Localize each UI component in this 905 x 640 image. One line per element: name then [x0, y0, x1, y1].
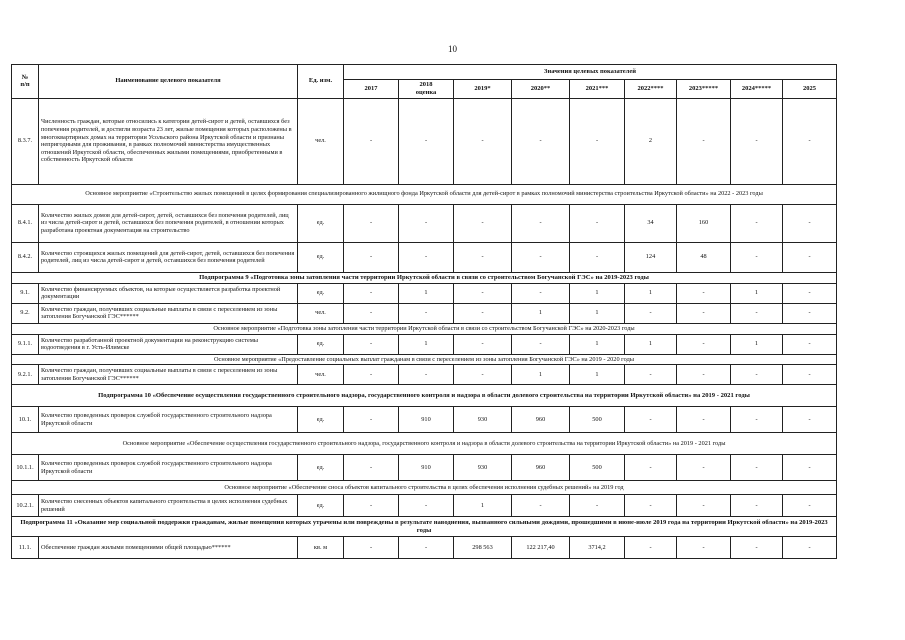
- activity-title: Основное мероприятие «Обеспечение осуществления государственного строительного надзора, государственного контроля и надзора в области долевого строительства на территории Иркутской области» на 2019 - 2021 годы: [12, 433, 837, 455]
- indicator-value: -: [344, 204, 399, 242]
- table-row: [12, 242, 837, 272]
- indicator-value: -: [783, 495, 837, 517]
- indicator-value: -: [783, 283, 837, 303]
- indicator-value: 124: [625, 242, 677, 272]
- header-values-title: Значения целевых показателей: [344, 65, 837, 80]
- indicator-value: 160: [677, 204, 731, 242]
- indicator-value: -: [399, 98, 454, 184]
- indicator-value: 500: [570, 455, 625, 481]
- subprogram-title: Подпрограмма 10 «Обеспечение осуществления государственного строительного надзора, государственного контроля и надзора в области долевого строительства на территории Иркутской области» на 2019 - 2021 годы: [12, 385, 837, 407]
- indicator-value: -: [454, 303, 512, 323]
- indicator-value: -: [625, 407, 677, 433]
- indicator-value: -: [512, 495, 570, 517]
- indicator-unit: ед.: [298, 204, 344, 242]
- indicator-unit: чел.: [298, 98, 344, 184]
- indicator-value: 1: [512, 303, 570, 323]
- indicator-value: 34: [625, 204, 677, 242]
- indicator-value: 960: [512, 455, 570, 481]
- indicator-unit: ед.: [298, 407, 344, 433]
- indicator-value: -: [677, 455, 731, 481]
- activity-row: [12, 481, 837, 495]
- indicator-value: -: [731, 98, 783, 184]
- indicator-value: 1: [399, 283, 454, 303]
- indicator-number: 10.1.1.: [12, 455, 39, 481]
- indicator-name: Количество строящихся жилых помещений для детей-сирот, детей, оставшихся без попечения родителей, лиц из числа детей-сирот и детей, оставшихся без попечения родителей: [39, 242, 298, 272]
- indicator-value: 1: [570, 365, 625, 385]
- indicator-unit: ед.: [298, 283, 344, 303]
- indicator-value: -: [512, 283, 570, 303]
- indicator-value: 910: [399, 455, 454, 481]
- indicator-value: -: [731, 204, 783, 242]
- indicator-name: Количество финансируемых объектов, на которые осуществляется разработка проектной документации: [39, 283, 298, 303]
- indicator-value: -: [344, 407, 399, 433]
- indicator-value: -: [344, 334, 399, 354]
- table-row: [12, 204, 837, 242]
- indicator-value: 1: [625, 283, 677, 303]
- indicator-name: Количество разработанной проектной документации на реконструкцию системы водоотведения в г. Усть-Илимске: [39, 334, 298, 354]
- indicator-name: Количество жилых домов для детей-сирот, детей, оставшихся без попечения родителей, лиц из числа детей-сирот и детей, оставшихся без попечения родителей, в отношении которых разработана проектная документация на строительство: [39, 204, 298, 242]
- indicator-value: -: [677, 98, 731, 184]
- header-year: 2022****: [625, 80, 677, 99]
- table-row: [12, 455, 837, 481]
- header-year: 2019*: [454, 80, 512, 99]
- table-row: [12, 365, 837, 385]
- indicator-value: -: [570, 98, 625, 184]
- indicator-number: 8.3.7.: [12, 98, 39, 184]
- indicator-value: -: [625, 455, 677, 481]
- indicator-unit: ед.: [298, 495, 344, 517]
- indicator-unit: ед.: [298, 242, 344, 272]
- table-row: [12, 495, 837, 517]
- indicator-value: -: [783, 242, 837, 272]
- activity-title: Основное мероприятие «Обеспечение сноса объектов капитального строительства в целях обеспечения исполнения судебных решений» на 2019 год: [12, 481, 837, 495]
- indicator-value: -: [399, 204, 454, 242]
- indicator-value: 930: [454, 407, 512, 433]
- indicator-value: -: [454, 242, 512, 272]
- indicator-value: -: [783, 365, 837, 385]
- activity-title: Основное мероприятие «Подготовка зоны затопления части территории Иркутской области в связи со строительством Богучанской ГЭС» на 2020-2023 годы: [12, 323, 837, 334]
- header-year: 2018 оценка: [399, 80, 454, 99]
- indicator-name: Обеспечение граждан жилыми помещениями общей площадью******: [39, 537, 298, 559]
- indicator-value: -: [783, 98, 837, 184]
- indicator-number: 8.4.1.: [12, 204, 39, 242]
- header-year: 2017: [344, 80, 399, 99]
- indicator-value: -: [731, 455, 783, 481]
- indicator-value: 48: [677, 242, 731, 272]
- table-row: [12, 283, 837, 303]
- subprogram-title: Подпрограмма 11 «Оказание мер социальной поддержки гражданам, жилые помещения которых утрачены или повреждены в результате наводнения, вызванного сильными дождями, прошедшими в июне-июле 2019 года на территории Иркутской области» на 2019-2023 годы: [12, 517, 837, 537]
- indicator-number: 9.2.: [12, 303, 39, 323]
- subprogram-title: Подпрограмма 9 «Подготовка зоны затопления части территории Иркутской области в связи со строительством Богучанской ГЭС» на 2019-2023 годы: [12, 272, 837, 283]
- header-year: 2023*****: [677, 80, 731, 99]
- indicator-value: 3714,2: [570, 537, 625, 559]
- indicator-number: 9.1.: [12, 283, 39, 303]
- indicator-name: Количество проведенных проверок службой государственного строительного надзора Иркутской области: [39, 407, 298, 433]
- indicator-unit: чел.: [298, 303, 344, 323]
- indicator-value: 1: [399, 334, 454, 354]
- indicator-value: 500: [570, 407, 625, 433]
- indicator-value: -: [344, 455, 399, 481]
- indicator-unit: ед.: [298, 334, 344, 354]
- indicator-value: -: [454, 334, 512, 354]
- indicator-number: 10.1.: [12, 407, 39, 433]
- indicator-value: 1: [731, 334, 783, 354]
- indicator-name: Численность граждан, которые относились к категории детей-сирот и детей, оставшихся без попечения родителей, и достигли возраста 23 лет, жилые помещения которых расположены в многоквартирных домах на территории Усольского района Иркутской области и признаны непригодными для проживания, в рамках полномочий министерства имущественных отношений Иркутской области, обеспеченных жилыми помещениями, приобретенными в собственность Иркутской области: [39, 98, 298, 184]
- indicator-unit: ед.: [298, 455, 344, 481]
- activity-row: [12, 184, 837, 204]
- indicator-value: -: [454, 283, 512, 303]
- activity-title: Основное мероприятие «Строительство жилых помещений в целях формирования специализированного жилищного фонда Иркутской области для детей-сирот в рамках полномочий министерства строительства Иркутской области» на 2022 - 2023 годы: [12, 184, 837, 204]
- indicator-value: -: [512, 334, 570, 354]
- page-number: 10: [448, 44, 457, 54]
- indicator-number: 11.1.: [12, 537, 39, 559]
- indicator-value: -: [731, 242, 783, 272]
- header-year: 2024*****: [731, 80, 783, 99]
- indicator-name: Количество граждан, получивших социальные выплаты в связи с переселением из зоны затопления Богучанской ГЭС******: [39, 303, 298, 323]
- activity-row: [12, 354, 837, 365]
- indicator-value: -: [344, 495, 399, 517]
- indicator-value: -: [399, 303, 454, 323]
- indicator-name: Количество проведенных проверок службой государственного строительного надзора Иркутской области: [39, 455, 298, 481]
- indicator-value: -: [570, 495, 625, 517]
- indicator-value: -: [677, 283, 731, 303]
- indicator-value: 1: [512, 365, 570, 385]
- table-row: [12, 98, 837, 184]
- indicator-value: 1: [570, 334, 625, 354]
- indicator-value: -: [783, 334, 837, 354]
- indicator-value: -: [454, 98, 512, 184]
- indicator-value: 960: [512, 407, 570, 433]
- indicator-value: 298 563: [454, 537, 512, 559]
- indicator-value: -: [512, 98, 570, 184]
- indicator-value: 122 217,40: [512, 537, 570, 559]
- indicator-value: -: [344, 303, 399, 323]
- indicator-value: 1: [731, 283, 783, 303]
- indicator-value: -: [677, 537, 731, 559]
- indicator-name: Количество снесенных объектов капитального строительства в целях исполнения судебных решений: [39, 495, 298, 517]
- table-row: [12, 537, 837, 559]
- indicator-value: -: [625, 537, 677, 559]
- header-num: № п/п: [12, 65, 39, 99]
- indicator-unit: чел.: [298, 365, 344, 385]
- indicator-value: 930: [454, 455, 512, 481]
- indicator-number: 10.2.1.: [12, 495, 39, 517]
- indicator-value: -: [783, 455, 837, 481]
- indicator-value: -: [731, 365, 783, 385]
- table-row: [12, 303, 837, 323]
- activity-row: [12, 323, 837, 334]
- indicator-value: -: [512, 204, 570, 242]
- table-row: [12, 334, 837, 354]
- indicator-value: 1: [625, 334, 677, 354]
- indicator-value: -: [344, 365, 399, 385]
- indicator-value: -: [399, 242, 454, 272]
- indicator-name: Количество граждан, получивших социальные выплаты в связи с переселением из зоны затопления Богучанской ГЭС******: [39, 365, 298, 385]
- indicator-value: -: [677, 365, 731, 385]
- header-year: 2020**: [512, 80, 570, 99]
- indicator-value: -: [512, 242, 570, 272]
- indicator-value: -: [344, 537, 399, 559]
- indicator-value: -: [625, 365, 677, 385]
- header-name: Наименование целевого показателя: [39, 65, 298, 99]
- header-unit: Ед. изм.: [298, 65, 344, 99]
- indicator-value: 1: [454, 495, 512, 517]
- indicator-value: -: [399, 537, 454, 559]
- indicator-value: -: [625, 495, 677, 517]
- indicator-value: -: [731, 537, 783, 559]
- indicator-value: -: [677, 495, 731, 517]
- indicator-value: -: [344, 283, 399, 303]
- target-indicators-table: [11, 64, 837, 559]
- subprogram-row: [12, 517, 837, 537]
- activity-title: Основное мероприятие «Предоставление социальных выплат гражданам в связи с переселением из зоны затопления Богучанской ГЭС» на 2019 - 2020 годы: [12, 354, 837, 365]
- indicator-value: 2: [625, 98, 677, 184]
- indicator-value: -: [783, 407, 837, 433]
- header-year: 2025: [783, 80, 837, 99]
- indicator-value: -: [454, 365, 512, 385]
- indicator-value: -: [454, 204, 512, 242]
- indicator-value: -: [731, 407, 783, 433]
- indicator-value: -: [783, 204, 837, 242]
- indicator-value: -: [570, 204, 625, 242]
- activity-row: [12, 433, 837, 455]
- indicator-value: -: [731, 495, 783, 517]
- indicator-unit: кв. м: [298, 537, 344, 559]
- indicator-value: -: [399, 365, 454, 385]
- indicator-value: -: [677, 303, 731, 323]
- indicator-value: 910: [399, 407, 454, 433]
- table-row: [12, 407, 837, 433]
- header-year: 2021***: [570, 80, 625, 99]
- indicator-number: 8.4.2.: [12, 242, 39, 272]
- indicator-value: -: [731, 303, 783, 323]
- indicator-value: 1: [570, 303, 625, 323]
- indicator-value: -: [677, 407, 731, 433]
- subprogram-row: [12, 272, 837, 283]
- indicator-value: -: [783, 303, 837, 323]
- indicator-number: 9.1.1.: [12, 334, 39, 354]
- indicator-value: 1: [570, 283, 625, 303]
- indicator-value: -: [677, 334, 731, 354]
- indicator-value: -: [783, 537, 837, 559]
- indicator-value: -: [570, 242, 625, 272]
- indicator-number: 9.2.1.: [12, 365, 39, 385]
- indicator-value: -: [344, 242, 399, 272]
- indicator-value: -: [344, 98, 399, 184]
- indicator-value: -: [399, 495, 454, 517]
- indicator-value: -: [625, 303, 677, 323]
- subprogram-row: [12, 385, 837, 407]
